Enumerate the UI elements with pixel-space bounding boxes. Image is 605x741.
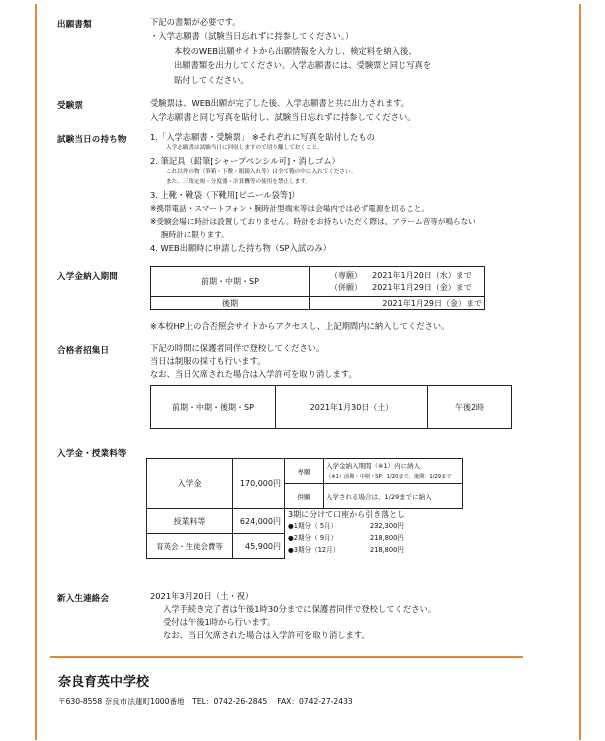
period-row2-label: 後期 (151, 297, 310, 310)
installment-1-amount: 232,300円 (370, 522, 404, 530)
mochimono-note1: ※携帯電話・スマートフォン・腕時計型端末等は会場内では必ず電源を切ること。 (150, 204, 429, 213)
jukenhyo-line2: 入学志願書と同じ写真を貼付し、試験当日忘れずに持参してください。 (150, 112, 416, 122)
fees-senkan: 専願 (285, 459, 324, 484)
mochimono-item2-note1: これ以外の物（筆箱・下敷・眼鏡入れ等）は全て鞄の中に入れてください。 (166, 169, 357, 175)
fees-senkan-text: 入学金納入期間（※1）内に納入 (326, 461, 421, 470)
shutsugan-line1: 下記の書類が必要です。 (150, 17, 241, 27)
section-heading-shutsugan: 出願書類 (57, 20, 92, 30)
mochimono-item3: 3. 上靴・靴袋（下靴用[ビニール袋等]） (150, 190, 300, 200)
footer-divider (50, 656, 523, 658)
fees-senkan-note: （※1）前期・中期・SP：1/20まで、後期：1/29まで (326, 473, 452, 480)
period-row2-date: 2021年1月29日（金）まで (310, 297, 485, 310)
section-heading-goukaku: 合格者招集日 (57, 346, 110, 356)
fees-ikuei-amount: 45,900円 (233, 534, 285, 559)
fees-ikuei-label: 育英会・生徒会費等 (147, 534, 233, 559)
mochimono-note2: ※受験会場に時計は設置しておりません。時計をお持ちいただく際は、アラーム音等が鳴らない (150, 217, 476, 226)
installment-3-label: ●3期分（12月） (288, 546, 340, 554)
goukaku-cell-label: 前期・中期・後期・SP (151, 386, 276, 429)
renrakukai-line4: なお、当日欠席された場合は入学許可を取り消します。 (163, 630, 370, 640)
fees-installment-row (288, 532, 463, 544)
section-heading-fees: 入学金・授業料等 (57, 449, 127, 459)
jukenhyo-line1: 受験票は、WEB出願が完了した後、入学志願書と共に出力されます。 (150, 98, 410, 108)
nyugakukin-period-note: ※本校HP上の合否照会サイトからアクセスし、上記期間内に納入してください。 (150, 321, 450, 331)
period-row1-a-tag: （専願） (330, 270, 362, 280)
fees-jugyo-amount: 624,000円 (233, 509, 285, 534)
nyugakukin-period-table (150, 266, 485, 310)
period-row1-b-tag: （併願） (330, 282, 362, 292)
shutsugan-line3: 本校のWEB出願サイトから出願情報を入力し、検定料を納入後、 (174, 46, 417, 56)
shutsugan-line2: ・入学志願書（試験当日忘れずに持参してください。） (150, 31, 354, 41)
section-heading-nyugakukin-period: 入学金納入期間 (57, 272, 118, 282)
installment-1-label: ●1期分（ 5月） (288, 522, 338, 530)
mochimono-item1-note: 入学志願書は試験当日に回収しますので切り離しておくこと。 (166, 145, 323, 151)
goukaku-line1: 下記の時間に保護者同伴で登校してください。 (150, 343, 325, 353)
fees-heigan-text: 入学される場合は、1/29までに納入 (324, 484, 463, 509)
fees-installment-cell (285, 509, 463, 559)
mochimono-item2: 2. 筆記具（鉛筆[シャープペンシル可]・消しゴム） (150, 156, 340, 166)
fees-installment-title: 3期に分けて口座から引き落とし (288, 510, 406, 519)
section-heading-renrakukai: 新入生連絡会 (57, 594, 110, 604)
mochimono-note3: 腕時計に限ります。 (161, 230, 229, 239)
fees-nyugaku-label: 入学金 (147, 459, 233, 509)
goukaku-cell-time: 午後2時 (428, 386, 512, 429)
fees-heigan: 併願 (285, 484, 324, 509)
mochimono-item1: 1.「入学志願書・受験票」 ※それぞれに写真を貼付したもの (150, 132, 375, 142)
mochimono-item2-note2: また、三角定規・分度器・計算機等の使用を禁止します。 (166, 179, 311, 185)
section-heading-mochimono: 試験当日の持ち物 (57, 135, 127, 145)
renrakukai-line2: 入学手続き完了者は午後1時30分までに保護者同伴で登校してください。 (163, 604, 437, 614)
mochimono-item4: 4. WEB出願時に申請した持ち物（SP入試のみ） (150, 243, 332, 253)
section-heading-jukenhyo: 受験票 (57, 101, 84, 111)
period-row1-dates (310, 267, 485, 297)
fees-installment-row (288, 520, 463, 532)
fees-installment-row (288, 544, 463, 556)
installment-2-label: ●2期分（ 9月） (288, 534, 338, 542)
period-row1-label: 前期・中期・SP (151, 267, 310, 297)
goukaku-table (150, 385, 512, 429)
goukaku-line2: 当日は制服の採寸も行います。 (150, 356, 266, 366)
goukaku-cell-date: 2021年1月30日（土） (276, 386, 428, 429)
period-row1-a-date: 2021年1月20日（水）まで (372, 270, 472, 280)
fees-table (146, 458, 463, 559)
shutsugan-line5: 貼付してください。 (174, 75, 249, 85)
fees-jugyo-label: 授業料等 (147, 509, 233, 534)
installment-3-amount: 218,800円 (370, 546, 404, 554)
renrakukai-line1: 2021年3月20日（土・祝） (150, 591, 254, 601)
school-name: 奈良育英中学校 (58, 675, 150, 690)
school-address: 〒630-8558 奈良市法蓮町1000番地 TEL：0742-26-2845 FAX：0742-27-2433 (58, 697, 353, 706)
installment-2-amount: 218,800円 (370, 534, 404, 542)
goukaku-line3: なお、当日欠席された場合は入学許可を取り消します。 (150, 369, 357, 379)
fees-senkan-cell (324, 459, 463, 484)
fees-nyugaku-amount: 170,000円 (233, 459, 285, 509)
renrakukai-line3: 受付は午後1時から行います。 (163, 617, 276, 627)
shutsugan-line4: 出願書類を出力してください。入学志願書には、受験票と同じ写真を (174, 60, 432, 70)
period-row1-b-date: 2021年1月29日（金）まで (372, 282, 472, 292)
